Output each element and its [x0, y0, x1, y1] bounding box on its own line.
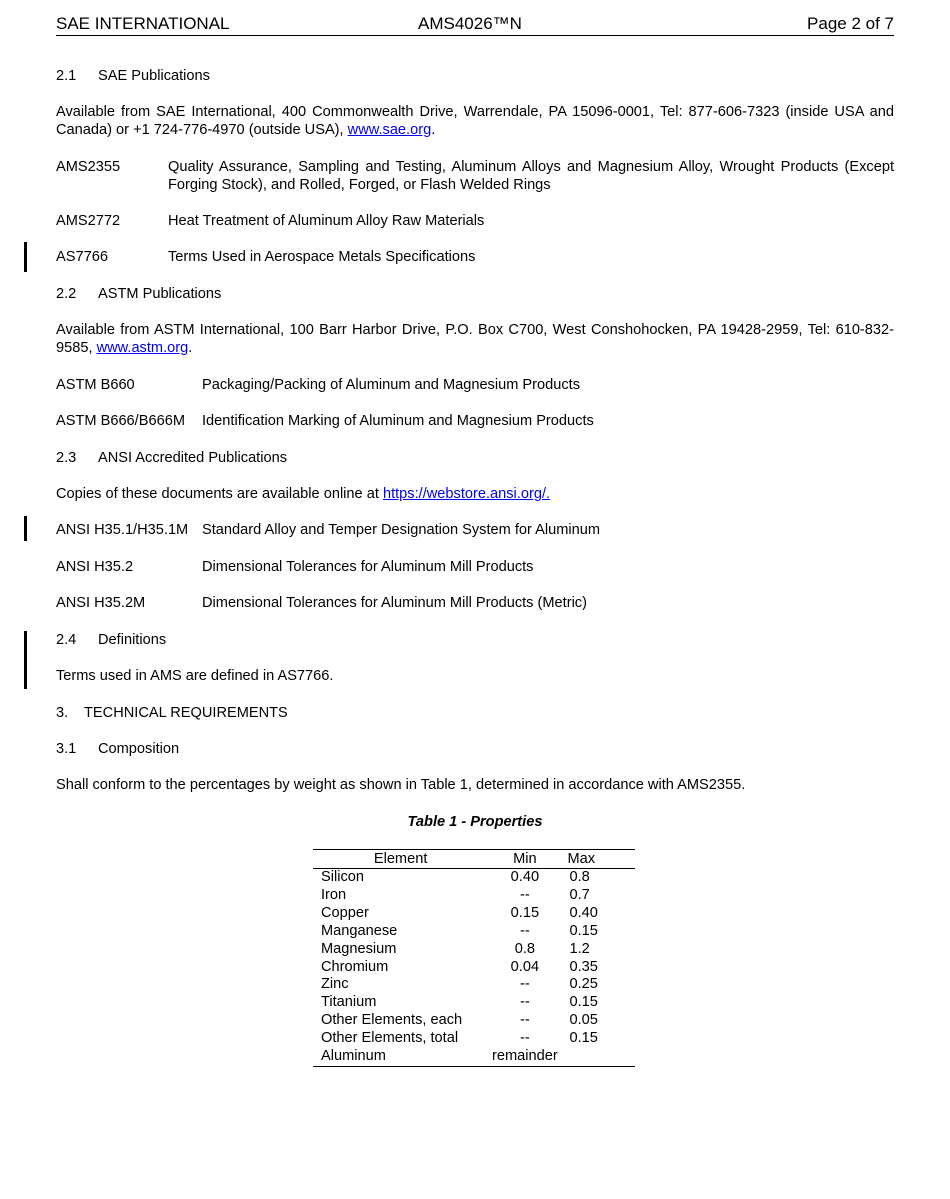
section-heading-2-4: 2.4 Definitions	[56, 632, 167, 648]
table-row	[313, 1012, 635, 1030]
cell-min: --	[520, 994, 530, 1011]
astm-website-link[interactable]: www.astm.org	[96, 340, 189, 356]
cell-min: --	[520, 1030, 530, 1047]
header-doc-number: AMS4026™N	[418, 14, 522, 33]
table-row	[313, 976, 635, 994]
table-row	[313, 941, 635, 959]
cell-element: Iron	[321, 886, 347, 903]
cell-max: 0.15	[569, 994, 598, 1011]
cell-min: --	[520, 976, 530, 993]
table-row	[313, 923, 635, 941]
cell-max: 0.05	[569, 1012, 598, 1029]
cell-element: Chromium	[321, 958, 389, 975]
reference-title: Terms Used in Aerospace Metals Specifications	[168, 249, 476, 265]
cell-min: --	[520, 1012, 530, 1029]
cell-min: --	[520, 922, 530, 939]
cell-max: 0.7	[569, 886, 590, 903]
sae-website-link[interactable]: www.sae.org	[347, 122, 432, 138]
table-row	[313, 994, 635, 1012]
section-heading-2-2: 2.2 ASTM Publications	[56, 286, 222, 302]
reference-title: Quality Assurance, Sampling and Testing, Aluminum Alloys and Magnesium Alloy, Wrought Products (Except Forging Stock), and Rolled, Forged, or Flash Welded Rings	[168, 159, 894, 193]
astm-availability-paragraph: Available from ASTM International, 100 Barr Harbor Drive, P.O. Box C700, West Conshohocken, PA 19428-2959, Tel: 610-832-9585, www.astm.org.	[56, 322, 894, 356]
column-header-max: Max	[562, 850, 635, 869]
reference-code: AS7766	[56, 249, 108, 265]
cell-max: 0.8	[569, 869, 590, 885]
sae-availability-paragraph: Available from SAE International, 400 Commonwealth Drive, Warrendale, PA 15096-0001, Tel: 877-606-7323 (inside USA and Canada) or +1 724-776-4970 (outside USA), www.sae.org.	[56, 104, 894, 138]
table-row	[313, 1048, 635, 1066]
cell-element: Magnesium	[321, 940, 397, 957]
composition-table	[313, 849, 635, 1067]
cell-element: Copper	[321, 904, 369, 921]
table-row	[313, 887, 635, 905]
cell-max: 1.2	[569, 940, 590, 957]
table-header-row	[313, 850, 635, 869]
ansi-webstore-link[interactable]: https://webstore.ansi.org/.	[382, 486, 551, 502]
reference-code: ANSI H35.1/H35.1M	[56, 522, 189, 538]
cell-max: 0.25	[569, 976, 598, 993]
cell-max	[562, 1048, 635, 1066]
change-bar	[24, 631, 27, 689]
cell-min: remainder	[488, 1048, 561, 1066]
reference-title: Dimensional Tolerances for Aluminum Mill Products (Metric)	[202, 595, 587, 611]
page-header	[56, 13, 894, 36]
reference-code: ANSI H35.2M	[56, 595, 146, 611]
cell-min: 0.04	[510, 958, 540, 975]
cell-min: --	[520, 886, 530, 903]
cell-min: 0.40	[510, 869, 540, 885]
reference-code: AMS2772	[56, 213, 121, 229]
change-bar	[24, 242, 27, 272]
reference-title: Dimensional Tolerances for Aluminum Mill Products	[202, 559, 534, 575]
table-row	[313, 905, 635, 923]
section-heading-3-1: 3.1 Composition	[56, 741, 180, 757]
column-header-element: Element	[313, 850, 488, 869]
table-row	[313, 959, 635, 977]
section-heading-3: 3. TECHNICAL REQUIREMENTS	[56, 705, 288, 721]
reference-title: Packaging/Packing of Aluminum and Magnesium Products	[202, 377, 581, 393]
cell-element: Titanium	[321, 994, 377, 1011]
table-row	[313, 869, 635, 887]
reference-title: Heat Treatment of Aluminum Alloy Raw Materials	[168, 213, 485, 229]
reference-code: AMS2355	[56, 159, 121, 175]
cell-max: 0.35	[569, 958, 598, 975]
composition-paragraph: Shall conform to the percentages by weight as shown in Table 1, determined in accordance with AMS2355.	[56, 777, 746, 793]
table-row	[313, 1030, 635, 1048]
reference-title: Identification Marking of Aluminum and Magnesium Products	[202, 413, 594, 429]
header-publisher: SAE INTERNATIONAL	[56, 14, 230, 33]
cell-min: 0.15	[510, 904, 540, 921]
reference-code: ASTM B660	[56, 377, 135, 393]
cell-element: Aluminum	[313, 1048, 488, 1066]
cell-max: 0.15	[569, 922, 598, 939]
table-caption: Table 1 - Properties	[407, 814, 543, 830]
change-bar	[24, 516, 27, 541]
reference-code: ASTM B666/B666M	[56, 413, 185, 429]
cell-element: Other Elements, each	[321, 1012, 463, 1029]
ansi-availability-paragraph: Copies of these documents are available online at https://webstore.ansi.org/.	[56, 486, 551, 502]
cell-max: 0.15	[569, 1030, 598, 1047]
definitions-paragraph: Terms used in AMS are defined in AS7766.	[56, 668, 334, 684]
reference-code: ANSI H35.2	[56, 559, 134, 575]
cell-element: Other Elements, total	[321, 1030, 459, 1047]
header-page-number: Page 2 of 7	[807, 14, 894, 33]
cell-min: 0.8	[514, 940, 536, 957]
cell-element: Silicon	[321, 869, 364, 885]
column-header-min: Min	[488, 850, 561, 869]
cell-element: Manganese	[321, 922, 398, 939]
section-heading-2-1: 2.1 SAE Publications	[56, 68, 210, 84]
cell-element: Zinc	[321, 976, 349, 993]
reference-title: Standard Alloy and Temper Designation System for Aluminum	[202, 522, 601, 538]
section-heading-2-3: 2.3 ANSI Accredited Publications	[56, 450, 288, 466]
cell-max: 0.40	[569, 904, 598, 921]
